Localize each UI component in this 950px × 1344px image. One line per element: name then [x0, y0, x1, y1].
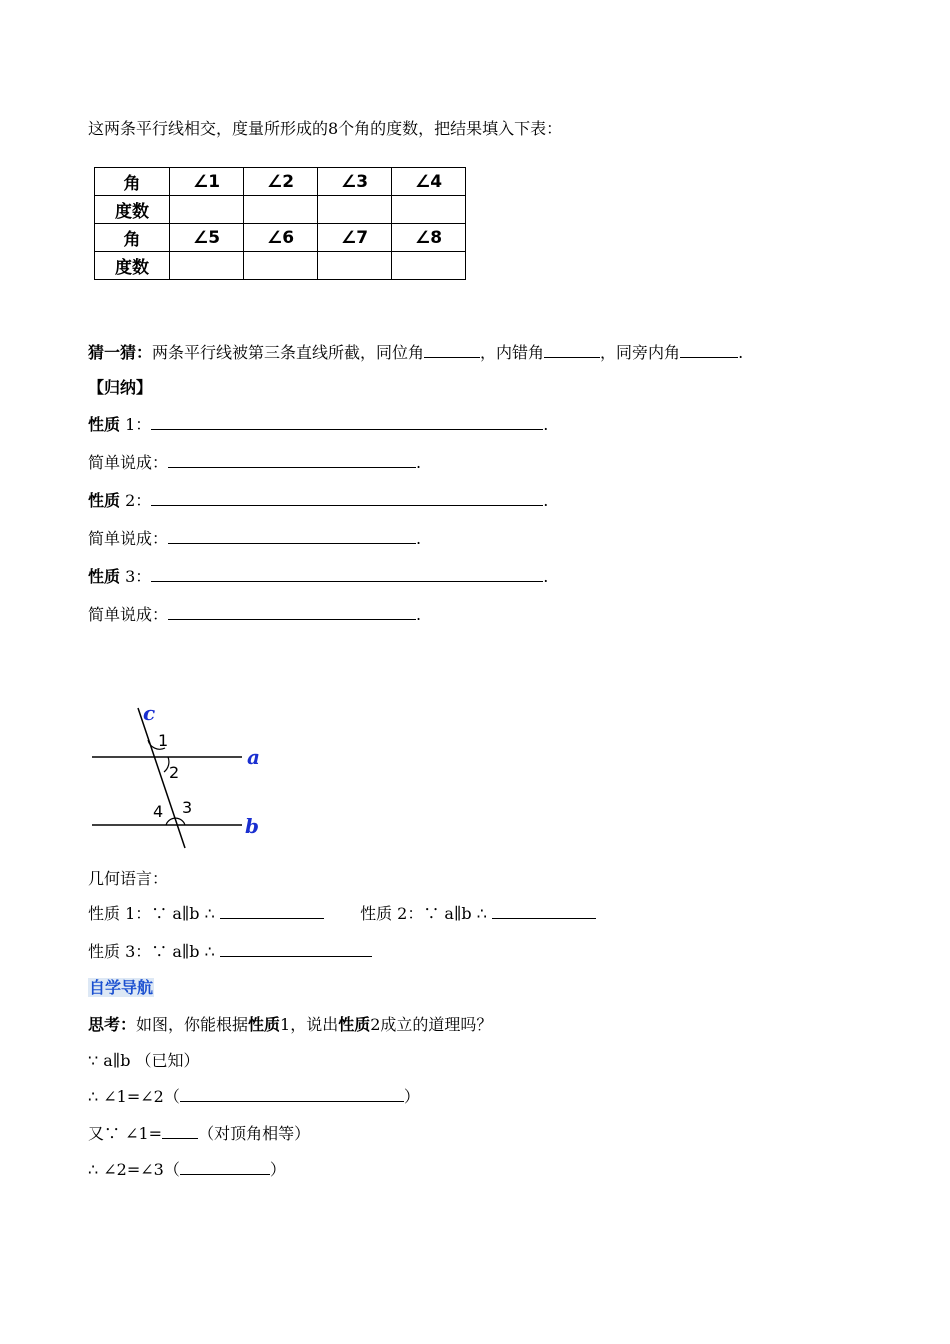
period: .: [543, 491, 549, 510]
property-1-num: 1：: [125, 415, 152, 434]
nav-line: [88, 977, 154, 999]
proof-2-blank[interactable]: [180, 1087, 404, 1102]
table-cell: [392, 196, 466, 224]
geo-line-3: [88, 941, 372, 963]
proof-3-reason: （对顶角相等）: [198, 1124, 311, 1143]
table-cell: ∠6: [244, 224, 318, 252]
property-3-line: [88, 566, 548, 588]
label-b: b: [245, 814, 259, 838]
property-2-blank[interactable]: [151, 491, 543, 506]
property-3-label: 性质: [88, 567, 121, 586]
self-study-heading: 自学导航: [89, 978, 154, 997]
label-angle-2: 2: [169, 763, 180, 782]
simple-2-blank[interactable]: [168, 529, 416, 544]
think-keyword-2: 性质: [338, 1015, 371, 1034]
guess-line: [88, 342, 743, 364]
simple-3-blank[interactable]: [168, 605, 416, 620]
table-cell: 度数: [95, 252, 170, 280]
summary-title: 【归纳】: [88, 378, 153, 397]
proof-line-3: [88, 1123, 310, 1145]
label-angle-4: 4: [153, 802, 164, 821]
table-cell: ∠8: [392, 224, 466, 252]
proof-line-1: ∵ a∥b （已知）: [88, 1051, 200, 1070]
think-line: [88, 1014, 492, 1036]
table-cell: [170, 196, 244, 224]
angle-table: [94, 167, 466, 280]
table-cell: 角: [95, 168, 170, 196]
think-text-2: 1，说出: [280, 1015, 339, 1034]
property-3-num: 3：: [125, 567, 152, 586]
period: .: [416, 529, 422, 548]
guess-text-3: ，同旁内角: [600, 343, 681, 362]
period: .: [416, 605, 422, 624]
label-angle-3: 3: [182, 798, 193, 817]
parallel-lines-figure: [85, 700, 285, 860]
think-label: 思考：: [88, 1015, 137, 1034]
table-cell: [318, 196, 392, 224]
table-cell: [392, 252, 466, 280]
proof-2-close: ）: [403, 1087, 420, 1106]
table-cell: ∠3: [318, 168, 392, 196]
guess-text-2: ，内错角: [480, 343, 545, 362]
proof-3-text: 又∵ ∠1=: [88, 1124, 163, 1143]
table-row: [95, 196, 466, 224]
table-cell: 角: [95, 224, 170, 252]
label-angle-1: 1: [158, 731, 169, 750]
proof-3-blank[interactable]: [162, 1124, 198, 1139]
table-cell: [170, 252, 244, 280]
geo-blank-1[interactable]: [220, 904, 324, 919]
property-1-blank[interactable]: [151, 415, 543, 430]
geo-title: 几何语言：: [88, 869, 169, 888]
guess-blank-alternate[interactable]: [544, 343, 600, 358]
table-row: [95, 168, 466, 196]
simple-2-label: 简单说成：: [88, 529, 169, 548]
simple-2-line: [88, 528, 421, 550]
label-c: c: [143, 701, 156, 725]
guess-blank-corresponding[interactable]: [424, 343, 480, 358]
period: .: [543, 567, 549, 586]
table-cell: [244, 196, 318, 224]
proof-4-close: ）: [269, 1160, 286, 1179]
table-cell: ∠5: [170, 224, 244, 252]
simple-1-label: 简单说成：: [88, 453, 169, 472]
property-3-blank[interactable]: [151, 567, 543, 582]
table-cell: [244, 252, 318, 280]
property-1-label: 性质: [88, 415, 121, 434]
geo-blank-3[interactable]: [220, 942, 372, 957]
table-row: [95, 252, 466, 280]
intro-text: 这两条平行线相交，度量所形成的8个角的度数，把结果填入下表：: [88, 119, 563, 138]
proof-4-text: ∴ ∠2=∠3（: [88, 1160, 180, 1179]
simple-1-line: [88, 452, 421, 474]
property-2-line: [88, 490, 548, 512]
geo-property-2: 性质 2：∵ a∥b ∴: [360, 904, 487, 923]
proof-2-text: ∴ ∠1=∠2（: [88, 1087, 180, 1106]
property-1-line: [88, 414, 548, 436]
geo-property-1: 性质 1：∵ a∥b ∴: [88, 904, 215, 923]
property-2-label: 性质: [88, 491, 121, 510]
guess-text-1: 两条平行线被第三条直线所截，同位角: [152, 343, 425, 362]
table-row: [95, 224, 466, 252]
simple-3-label: 简单说成：: [88, 605, 169, 624]
think-text-1: 如图，你能根据: [136, 1015, 249, 1034]
table-cell: ∠7: [318, 224, 392, 252]
geo-line-1: [88, 903, 596, 925]
table-cell: ∠1: [170, 168, 244, 196]
table-cell: ∠2: [244, 168, 318, 196]
period: .: [543, 415, 549, 434]
guess-blank-interior[interactable]: [680, 343, 738, 358]
guess-label: 猜一猜：: [88, 343, 153, 362]
think-keyword-1: 性质: [248, 1015, 281, 1034]
proof-line-4: [88, 1159, 286, 1181]
geo-property-3: 性质 3：∵ a∥b ∴: [88, 942, 215, 961]
property-2-num: 2：: [125, 491, 152, 510]
proof-line-2: [88, 1086, 420, 1108]
label-a: a: [247, 745, 260, 769]
proof-4-blank[interactable]: [180, 1160, 270, 1175]
table-cell: ∠4: [392, 168, 466, 196]
simple-1-blank[interactable]: [168, 453, 416, 468]
think-text-3: 2成立的道理吗？: [370, 1015, 493, 1034]
simple-3-line: [88, 604, 421, 626]
table-cell: [318, 252, 392, 280]
geo-blank-2[interactable]: [492, 904, 596, 919]
table-cell: 度数: [95, 196, 170, 224]
guess-end: .: [738, 343, 744, 362]
period: .: [416, 453, 422, 472]
